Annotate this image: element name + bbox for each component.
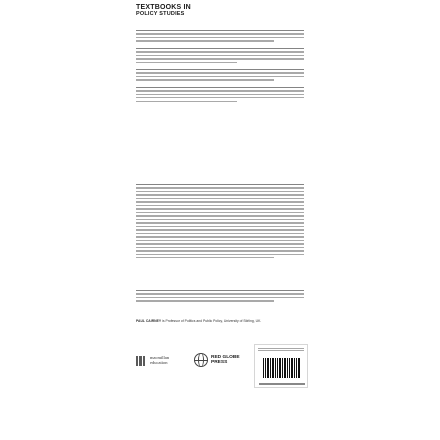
author-name: PAUL CAIRNEY (136, 319, 162, 323)
barcode-icon (263, 358, 301, 378)
macmillan-logo-icon (136, 356, 148, 366)
series-line-2: POLICY STUDIES (136, 11, 185, 17)
endorsement-2 (136, 48, 304, 63)
endorsement-text (136, 69, 304, 81)
description-paragraph-2 (136, 290, 304, 304)
endorsement-3 (136, 69, 304, 81)
endorsements (136, 30, 304, 108)
publisher-logos (136, 350, 246, 374)
series-title (136, 4, 191, 18)
red-globe-logo-text: RED GLOBE PRESS (211, 355, 240, 365)
endorsement-text (136, 30, 304, 42)
endorsement-text (136, 87, 304, 102)
endorsement-4 (136, 87, 304, 102)
endorsement-1 (136, 30, 304, 42)
red-globe-logo (194, 353, 240, 367)
isbn-text (258, 348, 304, 351)
macmillan-logo-text: macmillan education (150, 355, 169, 365)
barcode (254, 344, 308, 388)
globe-icon (194, 353, 208, 367)
author-affiliation: is Professor of Politics and Public Policy, University of Stirling, UK. (161, 319, 262, 323)
description-paragraph-1 (136, 184, 304, 261)
barcode-number (259, 383, 305, 385)
author-bio (136, 319, 306, 323)
endorsement-text (136, 48, 304, 63)
macmillan-logo (136, 356, 169, 366)
series-line-1: TEXTBOOKS IN (136, 4, 191, 11)
